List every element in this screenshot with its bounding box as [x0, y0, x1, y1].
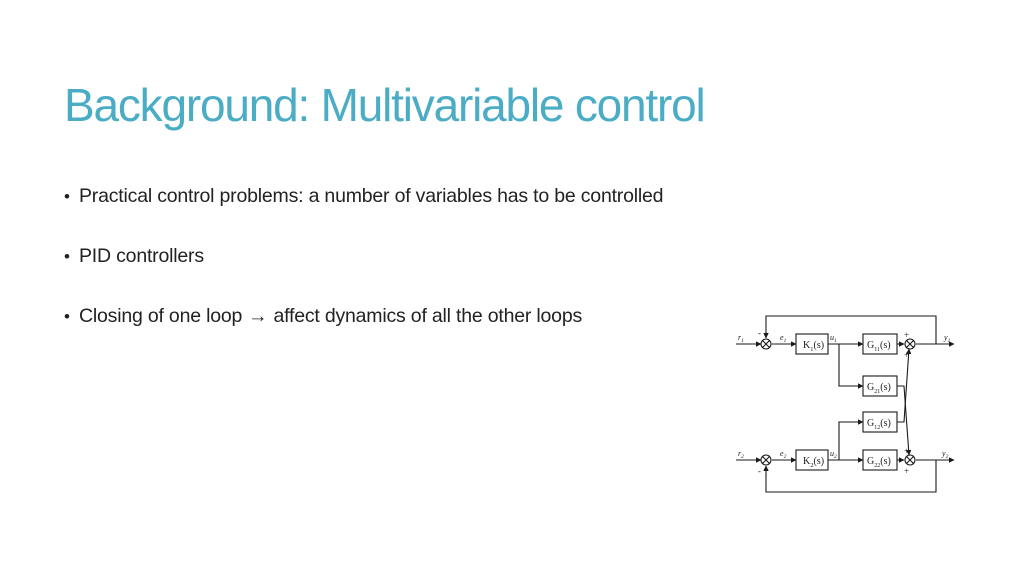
plus-sign-output-1-top: + [904, 330, 910, 340]
u1-label: $u_1$ [830, 333, 837, 344]
plus-sign-output-2-top: + [904, 446, 910, 456]
wire-g21-out [897, 386, 909, 455]
bullet-dot: • [64, 307, 70, 326]
k1-label: $K_1(s)$ [803, 340, 825, 353]
block-diagram [732, 302, 964, 498]
e2-label: $e_2$ [780, 449, 787, 460]
bullet-dot: • [64, 187, 70, 206]
y1-label: $y_1$ [944, 333, 951, 344]
minus-sign-input-2: - [758, 466, 761, 476]
plus-sign-output-2-bottom: + [904, 466, 910, 476]
bullet-text-after: affect dynamics of all the other loops [273, 305, 583, 327]
k2-label: $K_2(s)$ [803, 456, 825, 469]
right-arrow-icon: → [248, 305, 268, 327]
bullet-item [64, 245, 724, 305]
r1-label: $r_1$ [738, 333, 744, 344]
minus-sign-input-1: - [758, 328, 761, 338]
r2-label: $r_2$ [738, 449, 744, 460]
bullet-dot: • [64, 247, 70, 266]
bullet-list [64, 185, 724, 365]
wire-feedback-1 [766, 316, 936, 344]
g21-label: $G_{21}(s)$ [867, 382, 891, 395]
bullet-text: Practical control problems: a number of variables has to be controlled [79, 185, 664, 207]
bullet-item [64, 305, 724, 365]
sum-junction-input-1 [761, 339, 771, 349]
e1-label: $e_1$ [780, 333, 787, 344]
u2-label: $u_2$ [830, 449, 837, 460]
g22-label: $G_{22}(s)$ [867, 456, 891, 469]
sum-junction-output-1 [905, 339, 915, 349]
bullet-item [64, 185, 724, 245]
bullet-text: PID controllers [79, 245, 204, 267]
g11-label: $G_{11}(s)$ [867, 340, 891, 353]
g12-label: $G_{12}(s)$ [867, 418, 891, 431]
wire-u2-branch [839, 422, 863, 460]
sum-junction-output-2 [905, 455, 915, 465]
y2-label: $y_2$ [942, 449, 949, 460]
diagram-wires [736, 316, 954, 492]
wire-u1-branch [839, 344, 863, 386]
sum-junction-input-2 [761, 455, 771, 465]
plus-sign-output-1-bottom: + [904, 350, 910, 360]
bullet-text-before: Closing of one loop [79, 305, 243, 327]
slide-title: Background: Multivariable control [64, 79, 705, 131]
